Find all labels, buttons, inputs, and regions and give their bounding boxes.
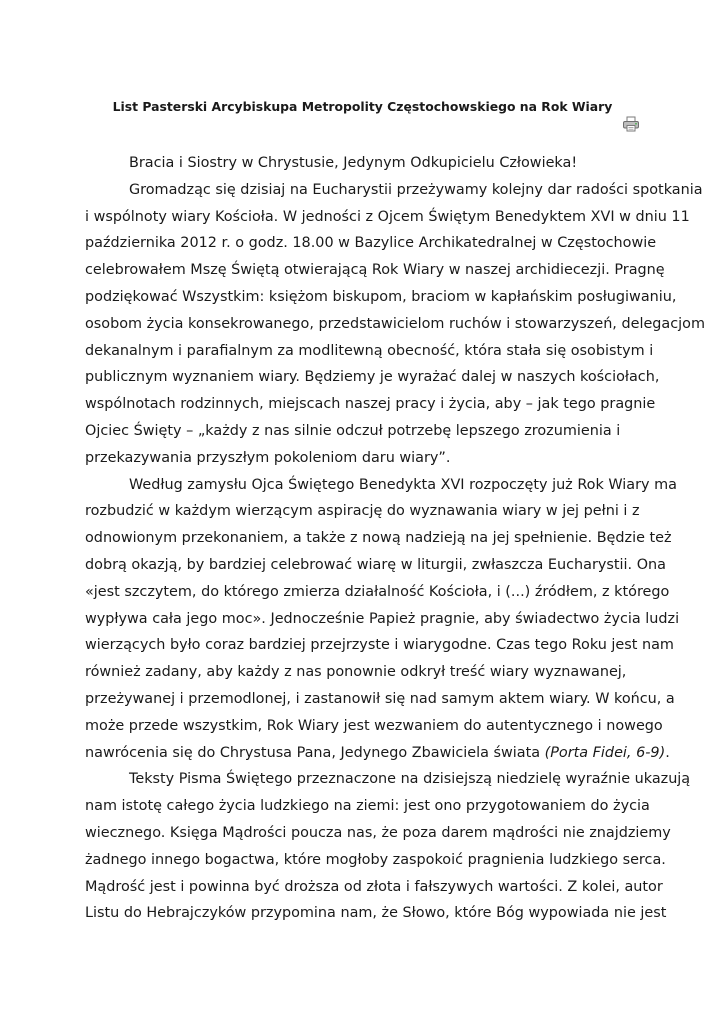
text-line: [85, 900, 665, 927]
text-line: [85, 204, 690, 231]
text-line-content: i wspólnoty wiary Kościoła. W jedności z Ojcem Świętym Benedyktem XVI w dniu 11: [85, 208, 690, 225]
text-line-content: celebrowałem Mszę Świętą otwierającą Rok Wiary w naszej archidiecezji. Pragnę: [85, 262, 665, 279]
text-line-content: Według zamysłu Ojca Świętego Benedykta XVI rozpoczęty już Rok Wiary ma: [129, 476, 677, 493]
text-line: [85, 284, 677, 311]
text-line-content: nawrócenia się do Chrystusa Pana, Jedynego Zbawiciela świata: [85, 744, 545, 761]
text-line-content: może przede wszystkim, Rok Wiary jest wezwaniem do autentycznego i nowego: [85, 717, 663, 734]
text-line-content: wierzących było coraz bardziej przejrzyste i wiarygodne. Czas tego Roku jest nam: [85, 637, 674, 654]
text-line-content: dobrą okazją, by bardziej celebrować wiarę w liturgii, zwłaszcza Eucharystii. Ona: [85, 556, 666, 573]
text-line: [85, 472, 677, 499]
text-line: [85, 606, 680, 633]
text-line-content: Gromadząc się dzisiaj na Eucharystii przeżywamy kolejny dar radości spotkania: [129, 181, 703, 198]
text-line-content: Ojciec Święty – „każdy z nas silnie odczuł potrzebę lepszego zrozumienia i: [85, 422, 621, 439]
text-line-content: osobom życia konsekrowanego, przedstawicielom ruchów i stowarzyszeń, delegacjom: [85, 315, 705, 332]
text-line: [85, 686, 675, 713]
text-line: [85, 364, 665, 391]
text-line-content: Listu do Hebrajczyków przypomina nam, że Słowo, które Bóg wypowiada nie jest: [85, 905, 667, 922]
text-line: [85, 874, 665, 901]
text-line: [85, 418, 665, 445]
text-line: [85, 257, 665, 284]
text-line: [85, 150, 665, 177]
printer-icon[interactable]: [622, 116, 640, 132]
text-line: [85, 740, 670, 767]
text-line: [85, 498, 665, 525]
text-line: [85, 391, 665, 418]
text-line-suffix: .: [665, 744, 670, 761]
text-line-content: publicznym wyznaniem wiary. Będziemy je wyrażać dalej w naszych kościołach,: [85, 369, 660, 386]
text-line-content: żadnego innego bogactwa, które mogłoby zaspokoić pragnienia ludzkiego serca.: [85, 851, 666, 868]
text-line: [85, 820, 671, 847]
citation-reference: (Porta Fidei, 6-9): [544, 744, 666, 761]
text-line-content: wypływa cała jego moc». Jednocześnie Papież pragnie, aby świadectwo życia ludzi: [85, 610, 680, 627]
text-line-content: Mądrość jest i powinna być droższa od złota i fałszywych wartości. Z kolei, autor: [85, 878, 663, 895]
text-line: [85, 659, 665, 686]
text-line: [85, 632, 674, 659]
text-line: [85, 713, 665, 740]
text-line: [85, 525, 672, 552]
text-line-content: przeżywanej i przemodlonej, i zastanowił się nad samym aktem wiary. W końcu, a: [85, 690, 675, 707]
document-title: List Pasterski Arcybiskupa Metropolity Częstochowskiego na Rok Wiary: [112, 99, 613, 114]
text-line: [85, 445, 665, 472]
text-line-content: wiecznego. Księga Mądrości poucza nas, że poza darem mądrości nie znajdziemy: [85, 824, 671, 841]
text-line-content: nam istotę całego życia ludzkiego na ziemi: jest ono przygotowaniem do życia: [85, 798, 650, 815]
text-line: [85, 847, 665, 874]
text-line-content: również zadany, aby każdy z nas ponownie odkrył treść wiary wyznawanej,: [85, 664, 627, 681]
text-line-content: Bracia i Siostry w Chrystusie, Jedynym Odkupicielu Człowieka!: [129, 155, 578, 171]
text-line: [85, 177, 703, 204]
text-line-content: października 2012 r. o godz. 18.00 w Bazylice Archikatedralnej w Częstochowie: [85, 235, 657, 252]
text-line: [85, 230, 665, 257]
text-line: [85, 311, 705, 338]
text-line-content: podziękować Wszystkim: księżom biskupom, braciom w kapłańskim posługiwaniu,: [85, 288, 677, 305]
text-line-content: odnowionym przekonaniem, a także z nową nadzieją na jej spełnienie. Będzie też: [85, 530, 672, 547]
text-line: [85, 552, 665, 579]
text-line: [85, 766, 691, 793]
text-line: [85, 338, 665, 365]
letter-body: [85, 150, 705, 927]
text-line-content: rozbudzić w każdym wierzącym aspirację do wyznawania wiary w jej pełni i z: [85, 503, 640, 520]
text-line-content: dekanalnym i parafialnym za modlitewną obecność, która stała się osobistym i: [85, 342, 654, 359]
text-line-content: przekazywania przyszłym pokoleniom daru wiary”.: [85, 449, 451, 466]
text-line-content: Teksty Pisma Świętego przeznaczone na dzisiejszą niedzielę wyraźnie ukazują: [129, 771, 691, 788]
text-line: [85, 579, 670, 606]
text-line-content: «jest szczytem, do którego zmierza działalność Kościoła, i (...) źródłem, z którego: [85, 583, 670, 600]
text-line-content: wspólnotach rodzinnych, miejscach naszej pracy i życia, aby – jak tego pragnie: [85, 396, 656, 413]
text-line: [85, 793, 665, 820]
